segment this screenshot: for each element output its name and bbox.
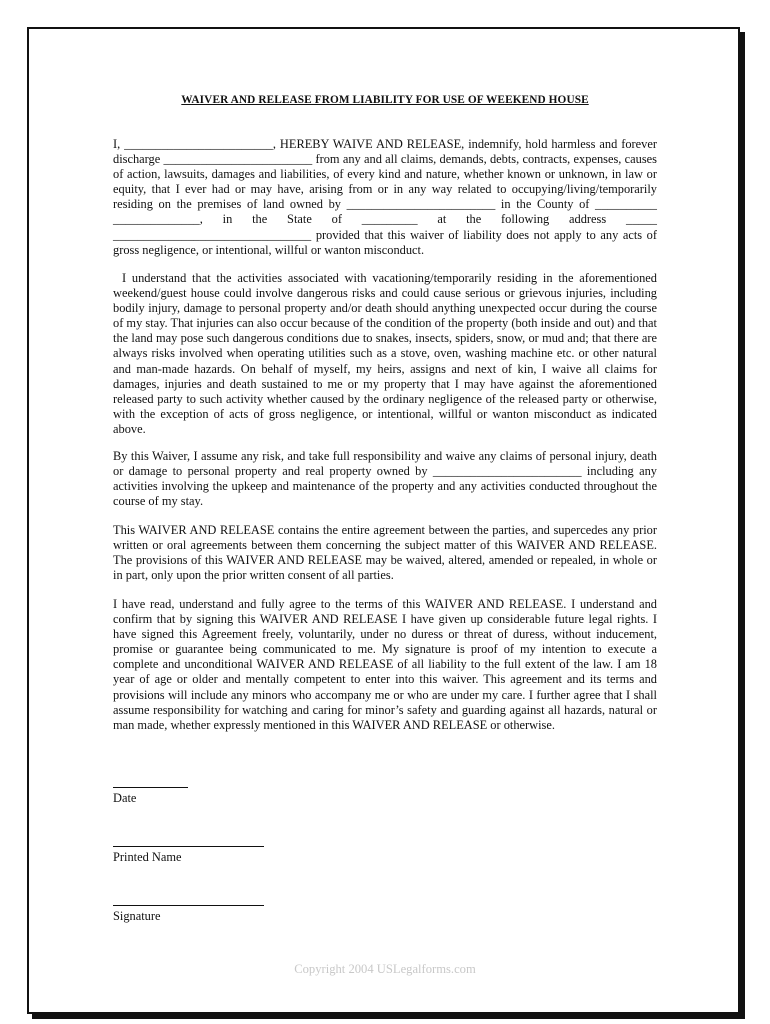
printed-name-label: Printed Name: [113, 850, 182, 864]
entire-agreement-paragraph: [113, 523, 657, 583]
risk-acknowledgement-paragraph: [113, 271, 657, 437]
date-label: Date: [113, 791, 137, 805]
printed-name-field[interactable]: [113, 846, 264, 865]
printed-name-line[interactable]: [113, 846, 264, 847]
date-line[interactable]: [113, 787, 188, 788]
paragraph-text: I have read, understand and fully agree to the terms of this WAIVER AND RELEASE. I understand and confirm that by signing this WAIVER AND RELEASE I have given up considerable future legal rights. I have signed this Agreement freely, voluntarily, under no duress or threat of duress, without inducement, promise or guarantee being communicated to me. My signature is proof of my intention to execute a complete and unconditional WAIVER AND RELEASE of all liability to the full extent of the law. I am 18 year of age or older and mentally competent to enter into this waiver. This agreement and its terms and provisions will include any minors who accompany me or who are under my care. I further agree that I shall assume responsibility for watching and caring for minor’s safety and guarding against all hazards, natural or man made, whether expressly mentioned in this WAIVER AND RELEASE or otherwise.: [113, 597, 657, 732]
assumption-of-risk-paragraph: [113, 449, 657, 509]
date-field[interactable]: [113, 787, 188, 806]
signature-label: Signature: [113, 909, 161, 923]
signature-field[interactable]: [113, 905, 264, 924]
release-paragraph: [113, 137, 657, 258]
signature-line[interactable]: [113, 905, 264, 906]
paragraph-text: By this Waiver, I assume any risk, and take full responsibility and waive any claims of personal injury, death or damage to personal property and real property owned by ________________________ including any activities involving the upkeep and maintenance of the property and any activities conducted throughout the course of my stay.: [113, 449, 657, 509]
consent-paragraph: [113, 597, 657, 733]
paragraph-text: This WAIVER AND RELEASE contains the entire agreement between the parties, and supercedes any prior written or oral agreements between them concerning the subject matter of this WAIVER AND RELEASE. The provisions of this WAIVER AND RELEASE may be waived, altered, amended or repealed, in whole or in part, only upon the prior written consent of all parties.: [113, 523, 657, 583]
copyright-footer: Copyright 2004 USLegalforms.com: [294, 962, 476, 976]
paragraph-text: I understand that the activities associated with vacationing/temporarily residing in the aforementioned weekend/guest house could involve dangerous risks and could cause serious or grievous injuries, including bodily injury, damage to personal property and/or death should anything unexpected occur during the course of my stay. That injuries can also occur because of the condition of the property (both inside and out) and that the land may pose such dangerous conditions due to snakes, insects, spiders, snow, or mud and; that there are always risks involved when operating utilities such as a stove, oven, washing machine etc. or other natural and man-made hazards. On behalf of myself, my heirs, assigns and next of kin, I waive all claims for damages, injuries and death sustained to me or my property that I may have against the aforementioned released party to such activity whether caused by the ordinary negligence of the released party or otherwise, with the exception of acts of gross negligence, or intentional, willful or wanton misconduct as indicated above.: [113, 271, 657, 436]
document-title: WAIVER AND RELEASE FROM LIABILITY FOR USE OF WEEKEND HOUSE: [181, 94, 589, 106]
paragraph-text: I, ________________________, HEREBY WAIVE AND RELEASE, indemnify, hold harmless and forever discharge ________________________ from any and all claims, demands, debts, contracts, expenses, causes of action, lawsuits, damages and liabilities, of every kind and nature, whether known or unknown, in law or equity, that I ever had or may have, arising from or in any way related to occupying/living/temporarily residing on the premises of land owned by ________________________ in the County of __________ ______________, in the State of _________ at the following address _____ ________________________________ provided that this waiver of liability does not apply to any acts of gross negligence, or intentional, willful or wanton misconduct.: [113, 137, 657, 257]
